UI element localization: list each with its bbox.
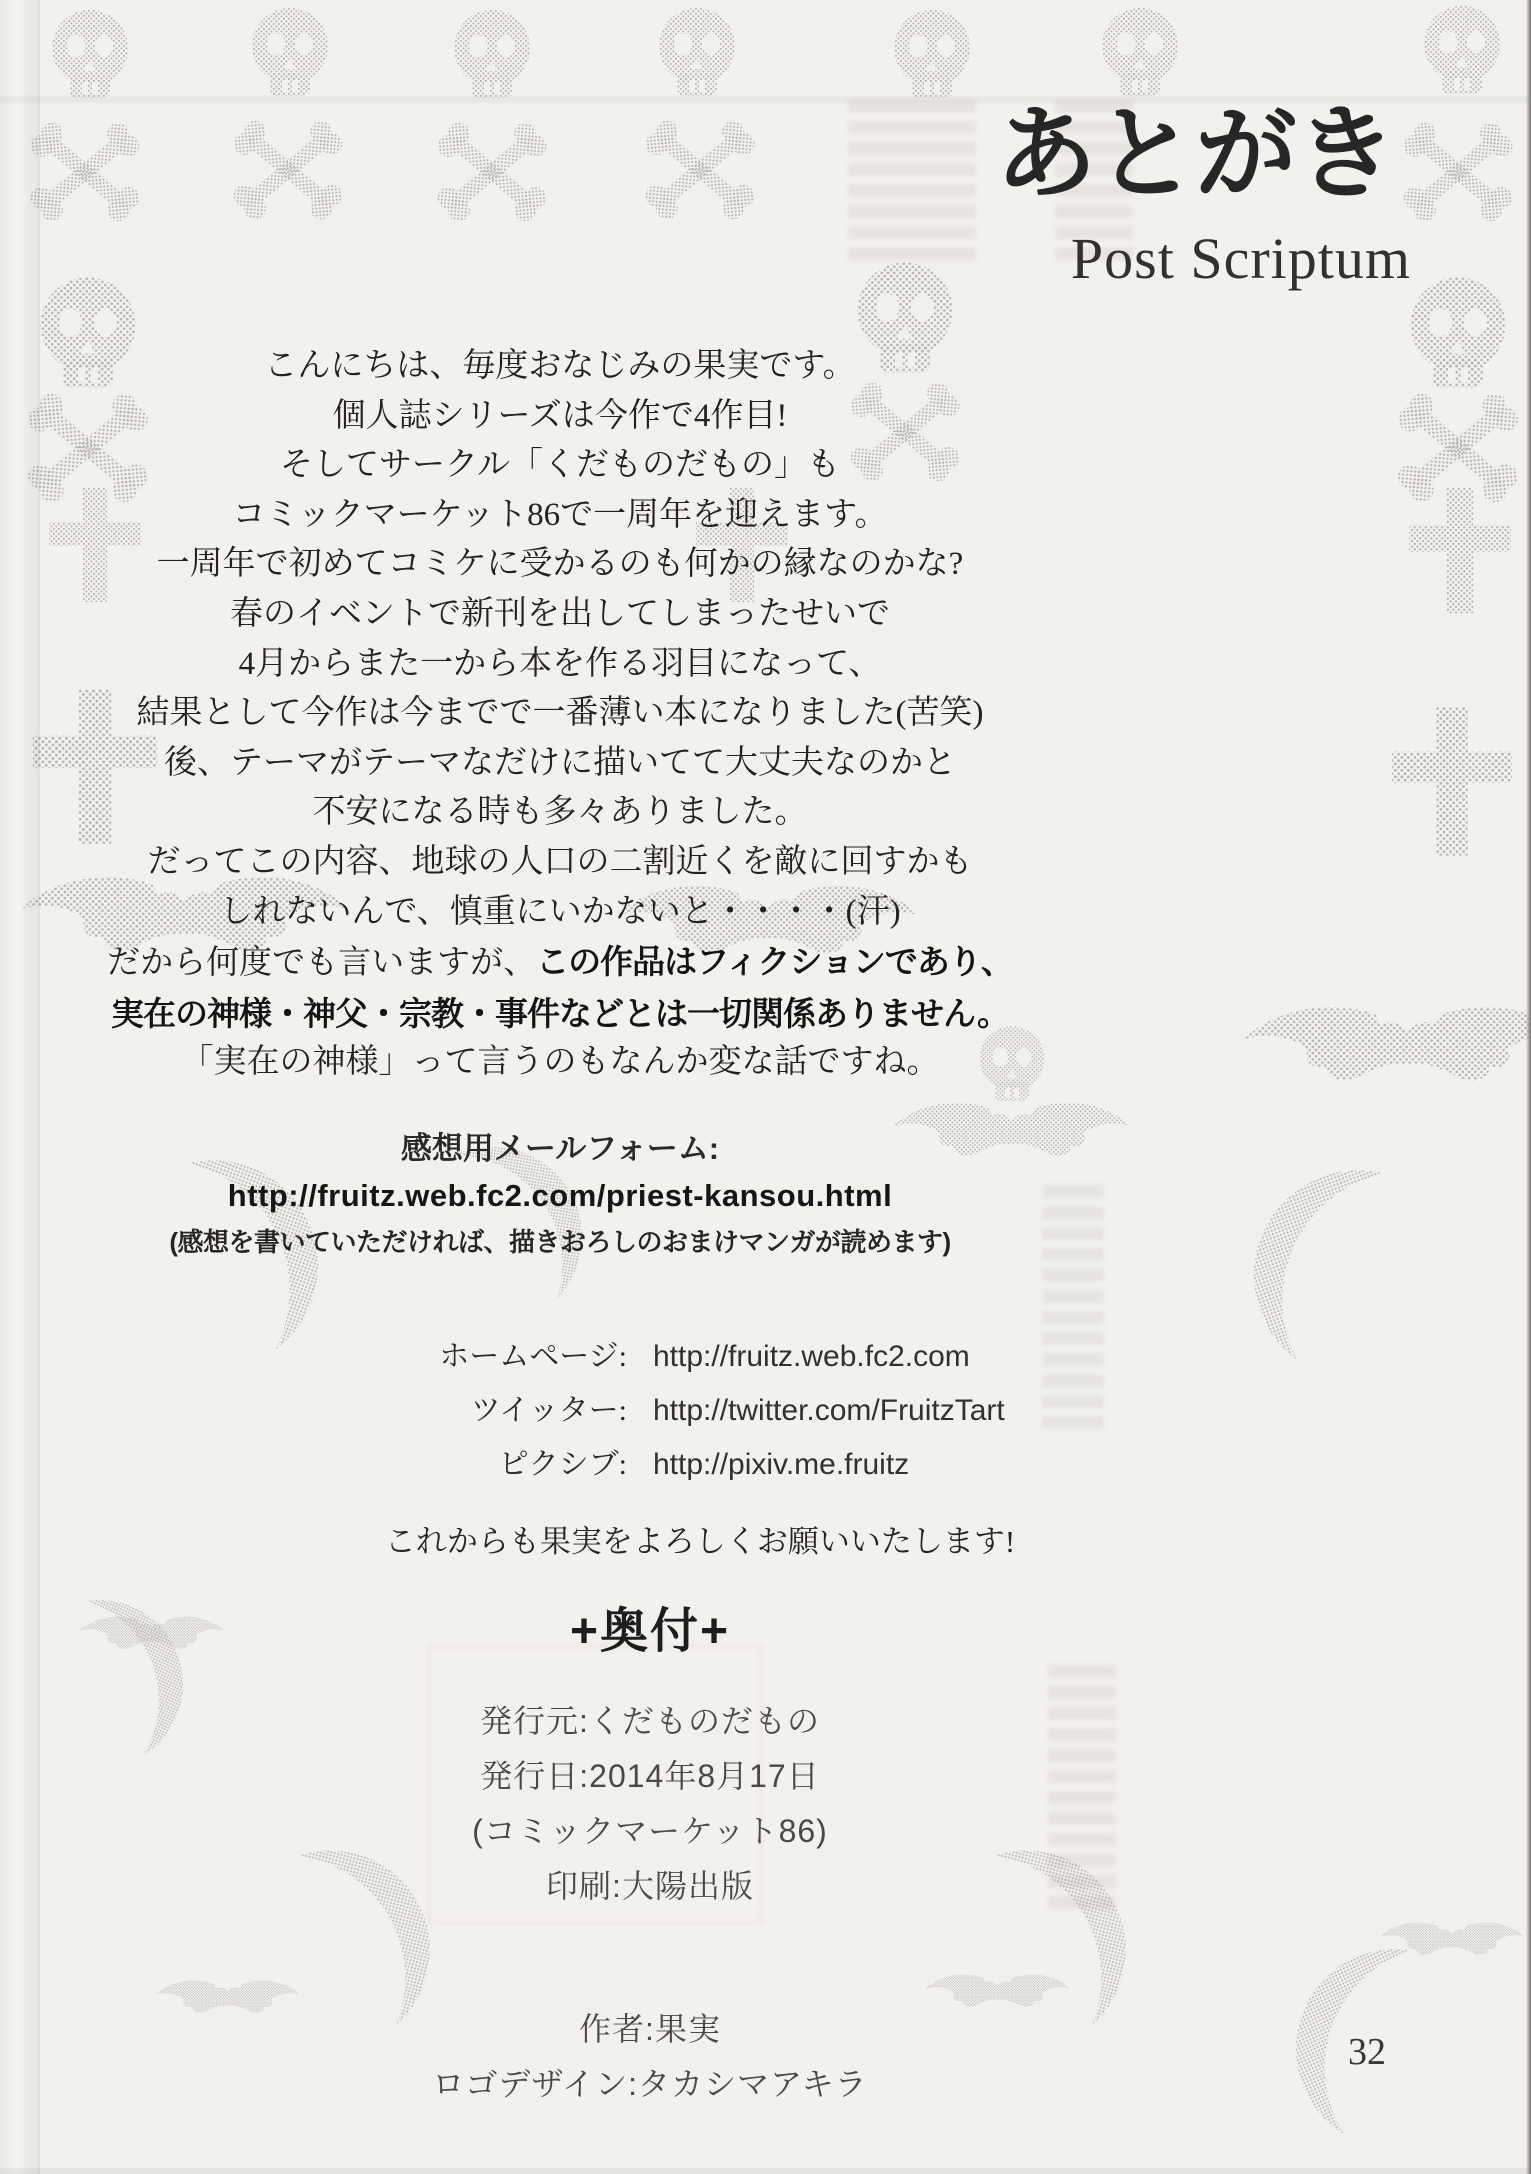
homepage-url: http://fruitz.web.fc2.com: [653, 1340, 970, 1373]
link-row: [170, 1384, 1230, 1438]
colophon-rows: [120, 1694, 1180, 1914]
afterword-line: だってこの内容、地球の人口の二割近くを敵に回すかも: [147, 843, 973, 880]
feedback-form-section: [30, 1126, 1090, 1264]
afterword-line: 個人誌シリーズは今作で4作目!: [332, 397, 788, 434]
links-section: [170, 1330, 1230, 1492]
homepage-label: ホームページ:: [439, 1340, 627, 1373]
colophon-section: [120, 1602, 1180, 2112]
feedback-heading: 感想用メールフォーム:: [400, 1131, 720, 1166]
afterword-text: [30, 342, 1090, 1088]
scan-bottom-edge: [0, 2168, 1531, 2174]
disclaimer-bold: この作品はフィクションであり、: [536, 943, 1013, 981]
showthrough-ghost: [848, 100, 976, 265]
pixiv-url: http://pixiv.me.fruitz: [653, 1448, 910, 1481]
twitter-url: http://twitter.com/FruitzTart: [653, 1394, 1005, 1427]
afterword-line: 後、テーマがテーマなだけに描いてて大丈夫なのかと: [164, 744, 956, 781]
colophon-heading: +奥付+: [569, 1605, 731, 1658]
afterword-line: 4月からまた一から本を作る羽目になって、: [238, 645, 882, 682]
afterword-line: しれないんで、慎重にいかないと・・・・(汗): [219, 893, 901, 930]
afterword-line: コミックマーケット86で一周年を迎えます。: [232, 496, 888, 533]
fiction-disclaimer-line: 実在の神様・神父・宗教・事件などとは一切関係ありません。: [111, 994, 1009, 1032]
page-number: 32: [1348, 2031, 1386, 2073]
fiction-disclaimer-line: [30, 937, 1090, 989]
thanks-line: これからも果実をよろしくお願いいたします!: [384, 1524, 1016, 1559]
disclaimer-lead: だから何度でも言いますが、: [107, 945, 537, 982]
publisher-row: 発行元:くだものだもの: [480, 1703, 820, 1739]
printer-row: 印刷:大陽出版: [546, 1868, 754, 1904]
credits: [120, 2002, 1180, 2112]
afterword-line: こんにちは、毎度おなじみの果実です。: [264, 348, 856, 384]
link-row: [170, 1330, 1230, 1384]
page-title: あとがき: [995, 97, 1395, 211]
afterword-line: 「実在の神様」って言うのもなんか変な話ですね。: [180, 1044, 940, 1081]
issue-date-row: 発行日:2014年8月17日: [480, 1758, 820, 1794]
logo-design-row: ロゴデザイン:タカシマアキラ: [432, 2066, 868, 2102]
event-row: (コミックマーケット86): [472, 1813, 828, 1849]
scan-right-edge: [1526, 0, 1531, 2174]
link-row: [170, 1438, 1230, 1492]
pixiv-label: ピクシブ:: [498, 1448, 627, 1481]
author-row: 作者:果実: [579, 2011, 721, 2047]
afterword-line: 結果として今作は今までで一番薄い本になりました(苦笑): [136, 695, 984, 732]
afterword-line: そしてサークル「くだものだもの」も: [279, 447, 840, 484]
page-subtitle: Post Scriptum: [1070, 226, 1411, 291]
afterword-line: 不安になる時も多々ありました。: [312, 794, 808, 831]
afterword-line: 一周年で初めてコミケに受かるのも何かの縁なのかな?: [156, 546, 964, 583]
feedback-note: (感想を書いていただければ、描きおろしのおまけマンガが読めます): [169, 1227, 951, 1257]
afterword-line: 春のイベントで新刊を出してしまったせいで: [230, 595, 890, 632]
feedback-url: http://fruitz.web.fc2.com/priest-kansou.html: [227, 1178, 893, 1213]
twitter-label: ツイッター:: [470, 1394, 627, 1427]
